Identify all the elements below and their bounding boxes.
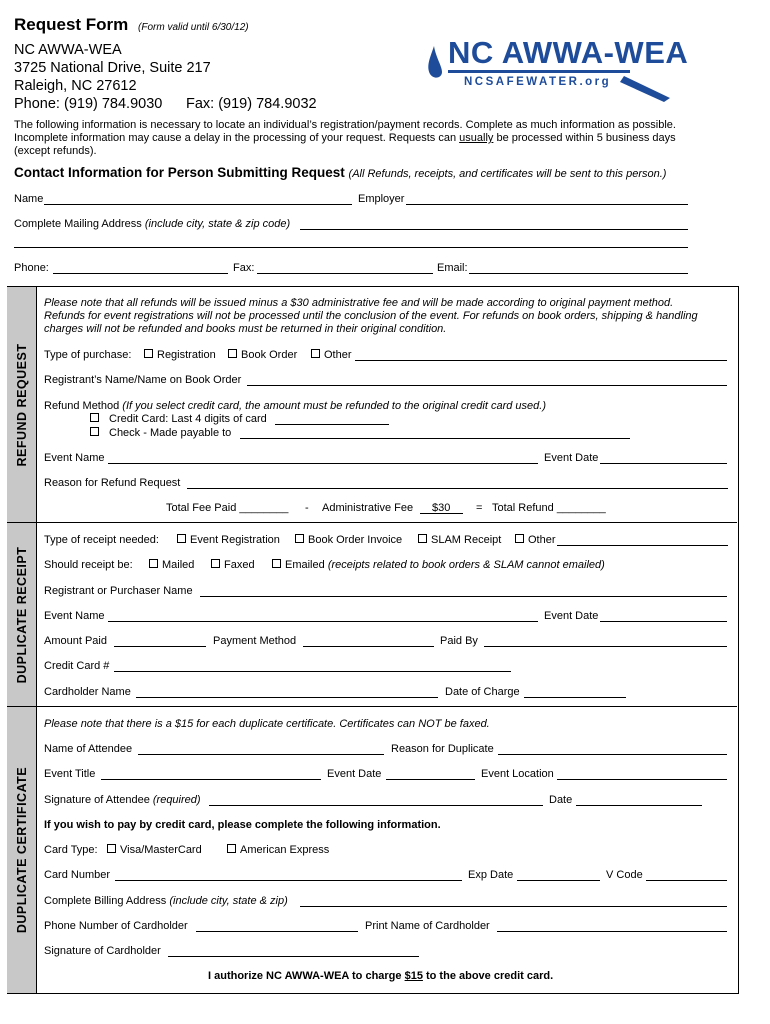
purchase-type-label: Type of purchase: bbox=[44, 349, 132, 361]
receipt-emailed-checkbox[interactable] bbox=[272, 559, 605, 572]
refund-note-1: Please note that all refunds will be issued minus a $30 administrative fee and will be made according to original payment method. bbox=[44, 297, 674, 309]
refund-total-fee[interactable]: Total Fee Paid ________ bbox=[166, 502, 289, 514]
refund-admin-fee-label: Administrative Fee bbox=[322, 502, 414, 514]
checkbox-icon[interactable] bbox=[311, 349, 320, 358]
contact-employer-field[interactable] bbox=[406, 204, 688, 205]
receipt-side-text: DUPLICATE RECEIPT bbox=[14, 546, 29, 683]
refund-method-text: Refund Method bbox=[44, 400, 123, 412]
receipt-event-reg-label: Event Registration bbox=[190, 534, 280, 546]
certificate-side-label bbox=[7, 707, 37, 993]
contact-phone-label: Phone: bbox=[14, 262, 49, 274]
receipt-other-label: Other bbox=[528, 534, 556, 546]
checkbox-icon[interactable] bbox=[107, 844, 116, 853]
receipt-other-checkbox[interactable] bbox=[515, 534, 556, 547]
checkbox-icon[interactable] bbox=[144, 349, 153, 358]
address-line1: 3725 National Drive, Suite 217 bbox=[14, 60, 211, 76]
receipt-emailed-note: (receipts related to book orders & SLAM cannot emailed) bbox=[327, 559, 605, 571]
cert-attendee-label: Name of Attendee bbox=[44, 743, 133, 755]
contact-fax-label: Fax: bbox=[233, 262, 255, 274]
receipt-event-name-field[interactable] bbox=[108, 621, 538, 622]
cert-credit-heading: If you wish to pay by credit card, please complete the following information. bbox=[44, 819, 441, 831]
receipt-credit-card-label: Credit Card # bbox=[44, 660, 110, 672]
address-line2: Raleigh, NC 27612 bbox=[14, 78, 137, 94]
receipt-type-label: Type of receipt needed: bbox=[44, 534, 159, 546]
cert-date-label: Date bbox=[549, 794, 573, 806]
contact-name-label: Name bbox=[14, 193, 44, 205]
contact-employer-label: Employer bbox=[358, 193, 405, 205]
cert-event-title-label: Event Title bbox=[44, 768, 96, 780]
receipt-cardholder-label: Cardholder Name bbox=[44, 686, 131, 698]
purchase-registration-label: Registration bbox=[157, 349, 216, 361]
cert-attendee-field[interactable] bbox=[138, 754, 384, 755]
receipt-amount-paid-field[interactable] bbox=[114, 646, 206, 647]
receipt-book-invoice-checkbox[interactable] bbox=[295, 534, 402, 547]
cert-billing-note: (include city, state & zip) bbox=[169, 895, 288, 907]
logo-url: NCSAFEWATER.org bbox=[464, 76, 612, 88]
receipt-paid-by-label: Paid By bbox=[440, 635, 478, 647]
cert-signature-text: Signature of Attendee bbox=[44, 794, 153, 806]
contact-email-label: Email: bbox=[437, 262, 468, 274]
receipt-payment-method-label: Payment Method bbox=[213, 635, 297, 647]
receipt-mailed-label: Mailed bbox=[162, 559, 195, 571]
cert-billing-field[interactable] bbox=[300, 906, 727, 907]
intro-line2-b: be processed within 5 business days bbox=[493, 132, 676, 144]
receipt-faxed-checkbox[interactable] bbox=[211, 559, 255, 572]
refund-event-date-label: Event Date bbox=[544, 452, 599, 464]
intro-line2-a: Incomplete information may cause a delay in the processing of your request. Requests can bbox=[14, 132, 460, 144]
cert-sig-cardholder-label: Signature of Cardholder bbox=[44, 945, 161, 957]
cert-phone-label: Phone Number of Cardholder bbox=[44, 920, 188, 932]
validity-note: (Form valid until 6/30/12) bbox=[138, 22, 249, 33]
refund-note-3: charges will not be refunded and books must be returned in their original condition. bbox=[44, 323, 447, 335]
cert-card-type-label: Card Type: bbox=[44, 844, 98, 856]
intro-line2-underlined: usually bbox=[459, 132, 494, 144]
checkbox-icon[interactable] bbox=[515, 534, 524, 543]
receipt-faxed-label: Faxed bbox=[224, 559, 255, 571]
logo-wordmark: NC AWWA-WEA bbox=[448, 35, 689, 70]
cert-visa-label: Visa/MasterCard bbox=[120, 844, 202, 856]
cert-signature-field[interactable] bbox=[209, 805, 543, 806]
purchase-other-checkbox[interactable] bbox=[311, 349, 352, 362]
cert-phone-field[interactable] bbox=[196, 931, 358, 932]
refund-minus-sign: - bbox=[305, 502, 309, 514]
org-logo bbox=[424, 35, 689, 102]
purchase-book-order-checkbox[interactable] bbox=[228, 349, 297, 362]
receipt-payment-method-field[interactable] bbox=[303, 646, 434, 647]
request-box bbox=[7, 286, 739, 994]
receipt-book-invoice-label: Book Order Invoice bbox=[308, 534, 403, 546]
receipt-slam-label: SLAM Receipt bbox=[431, 534, 502, 546]
cert-exp-date-field[interactable] bbox=[517, 880, 600, 881]
purchase-other-field[interactable] bbox=[355, 360, 727, 361]
cert-billing-label bbox=[44, 895, 288, 908]
cert-print-name-label: Print Name of Cardholder bbox=[365, 920, 490, 932]
cert-event-title-field[interactable] bbox=[101, 779, 321, 780]
refund-registrant-field[interactable] bbox=[247, 385, 727, 386]
cert-authorize-text bbox=[208, 970, 553, 983]
org-name: NC AWWA-WEA bbox=[14, 42, 122, 58]
cert-card-number-field[interactable] bbox=[115, 880, 462, 881]
refund-method-note: (If you select credit card, the amount must be refunded to the original credit card used.) bbox=[122, 400, 547, 412]
cert-print-name-field[interactable] bbox=[497, 931, 727, 932]
cert-visa-checkbox[interactable] bbox=[107, 844, 202, 857]
receipt-registrant-field[interactable] bbox=[200, 596, 727, 597]
refund-check-label: Check - Made payable to bbox=[109, 427, 232, 439]
receipt-cardholder-field[interactable] bbox=[136, 697, 438, 698]
checkbox-icon[interactable] bbox=[177, 534, 186, 543]
cert-event-date-field[interactable] bbox=[386, 779, 475, 780]
receipt-credit-card-field[interactable] bbox=[114, 671, 511, 672]
cert-amex-checkbox[interactable] bbox=[227, 844, 329, 857]
refund-check-checkbox[interactable] bbox=[90, 427, 231, 440]
contact-mailing-field-2[interactable] bbox=[14, 247, 688, 248]
cert-reason-field[interactable] bbox=[498, 754, 727, 755]
authorize-text-b: to the above credit card. bbox=[422, 970, 554, 982]
refund-event-name-label: Event Name bbox=[44, 452, 105, 464]
cert-vcode-field[interactable] bbox=[646, 880, 727, 881]
cert-date-field[interactable] bbox=[576, 805, 702, 806]
receipt-event-date-label: Event Date bbox=[544, 610, 599, 622]
checkbox-icon[interactable] bbox=[211, 559, 220, 568]
divider-receipt-certificate bbox=[36, 706, 737, 707]
refund-total-refund[interactable]: Total Refund ________ bbox=[492, 502, 606, 514]
refund-side-label bbox=[7, 287, 37, 523]
refund-method-label bbox=[44, 400, 546, 413]
receipt-event-name-label: Event Name bbox=[44, 610, 105, 622]
purchase-registration-checkbox[interactable] bbox=[144, 349, 216, 362]
receipt-mailed-checkbox[interactable] bbox=[149, 559, 194, 572]
receipt-side-label bbox=[7, 523, 37, 707]
certificate-side-text: DUPLICATE CERTIFICATE bbox=[14, 766, 29, 934]
refund-admin-fee-field bbox=[420, 513, 463, 514]
refund-registrant-label: Registrant’s Name/Name on Book Order bbox=[44, 374, 242, 386]
checkbox-icon[interactable] bbox=[228, 349, 237, 358]
cert-billing-text: Complete Billing Address bbox=[44, 895, 170, 907]
contact-mailing-label bbox=[14, 218, 290, 231]
contact-phone-field[interactable] bbox=[53, 273, 228, 274]
contact-fax-field[interactable] bbox=[257, 273, 433, 274]
receipt-date-charge-field[interactable] bbox=[524, 697, 626, 698]
refund-reason-field[interactable] bbox=[187, 488, 728, 489]
contact-heading-text: Contact Information for Person Submitting Request bbox=[14, 165, 345, 180]
checkbox-icon[interactable] bbox=[90, 413, 99, 422]
intro-line1: The following information is necessary to locate an individual’s registration/payment records. Complete as much information as possible. bbox=[14, 119, 676, 131]
logo-rule bbox=[448, 70, 630, 73]
authorize-text-a: I authorize NC AWWA-WEA to charge bbox=[208, 970, 405, 982]
receipt-other-field[interactable] bbox=[557, 545, 728, 546]
contact-heading-note: (All Refunds, receipts, and certificates will be sent to this person.) bbox=[348, 168, 667, 180]
org-fax: Fax: (919) 784.9032 bbox=[186, 96, 317, 112]
receipt-emailed-label: Emailed bbox=[285, 559, 325, 571]
contact-email-field[interactable] bbox=[469, 273, 688, 274]
checkbox-icon[interactable] bbox=[272, 559, 281, 568]
mailing-label-note: (include city, state & zip code) bbox=[144, 218, 291, 230]
intro-line2 bbox=[14, 132, 676, 145]
receipt-date-charge-label: Date of Charge bbox=[445, 686, 520, 698]
refund-note-2: Refunds for event registrations will not be processed until the conclusion of the event. For refunds on book orders, shipping & handling bbox=[44, 310, 698, 322]
cert-card-number-label: Card Number bbox=[44, 869, 111, 881]
checkbox-icon[interactable] bbox=[418, 534, 427, 543]
cert-event-location-label: Event Location bbox=[481, 768, 554, 780]
cert-event-date-label: Event Date bbox=[327, 768, 382, 780]
cert-reason-label: Reason for Duplicate bbox=[391, 743, 494, 755]
refund-check-payable-field[interactable] bbox=[240, 438, 630, 439]
refund-event-name-field[interactable] bbox=[108, 463, 538, 464]
receipt-event-reg-checkbox[interactable] bbox=[177, 534, 280, 547]
receipt-event-date-field[interactable] bbox=[600, 621, 727, 622]
checkbox-icon[interactable] bbox=[149, 559, 158, 568]
mailing-label-text: Complete Mailing Address bbox=[14, 218, 145, 230]
cert-sig-cardholder-field[interactable] bbox=[168, 956, 419, 957]
cert-signature-label bbox=[44, 794, 201, 807]
divider-refund-receipt bbox=[36, 522, 737, 523]
receipt-should-label: Should receipt be: bbox=[44, 559, 133, 571]
cert-exp-date-label: Exp Date bbox=[468, 869, 514, 881]
refund-card-digits-field[interactable] bbox=[275, 424, 389, 425]
authorize-amount: $15 bbox=[404, 970, 423, 982]
checkbox-icon[interactable] bbox=[227, 844, 236, 853]
cert-event-location-field[interactable] bbox=[557, 779, 727, 780]
org-phone: Phone: (919) 784.9030 bbox=[14, 96, 163, 112]
receipt-amount-paid-label: Amount Paid bbox=[44, 635, 107, 647]
refund-event-date-field[interactable] bbox=[600, 463, 727, 464]
refund-credit-card-checkbox[interactable] bbox=[90, 413, 267, 426]
purchase-book-order-label: Book Order bbox=[241, 349, 298, 361]
contact-name-field[interactable] bbox=[44, 204, 352, 205]
receipt-registrant-label: Registrant or Purchaser Name bbox=[44, 585, 193, 597]
cert-amex-label: American Express bbox=[240, 844, 330, 856]
refund-side-text: REFUND REQUEST bbox=[14, 343, 29, 466]
purchase-other-label: Other bbox=[324, 349, 352, 361]
certificate-note: Please note that there is a $15 for each duplicate certificate. Certificates can NOT be faxed. bbox=[44, 718, 490, 730]
cert-signature-note: (required) bbox=[152, 794, 201, 806]
contact-mailing-field[interactable] bbox=[300, 229, 688, 230]
refund-equals-sign: = bbox=[476, 502, 483, 514]
refund-credit-card-label: Credit Card: Last 4 digits of card bbox=[109, 413, 267, 425]
intro-line3: (except refunds). bbox=[14, 145, 97, 157]
receipt-paid-by-field[interactable] bbox=[484, 646, 727, 647]
refund-reason-label: Reason for Refund Request bbox=[44, 477, 181, 489]
page-title: Request Form bbox=[14, 15, 129, 34]
cert-vcode-label: V Code bbox=[606, 869, 643, 881]
checkbox-icon[interactable] bbox=[295, 534, 304, 543]
contact-heading bbox=[14, 165, 666, 182]
refund-admin-fee-value: $30 bbox=[432, 502, 451, 514]
receipt-slam-checkbox[interactable] bbox=[418, 534, 501, 547]
checkbox-icon[interactable] bbox=[90, 427, 99, 436]
